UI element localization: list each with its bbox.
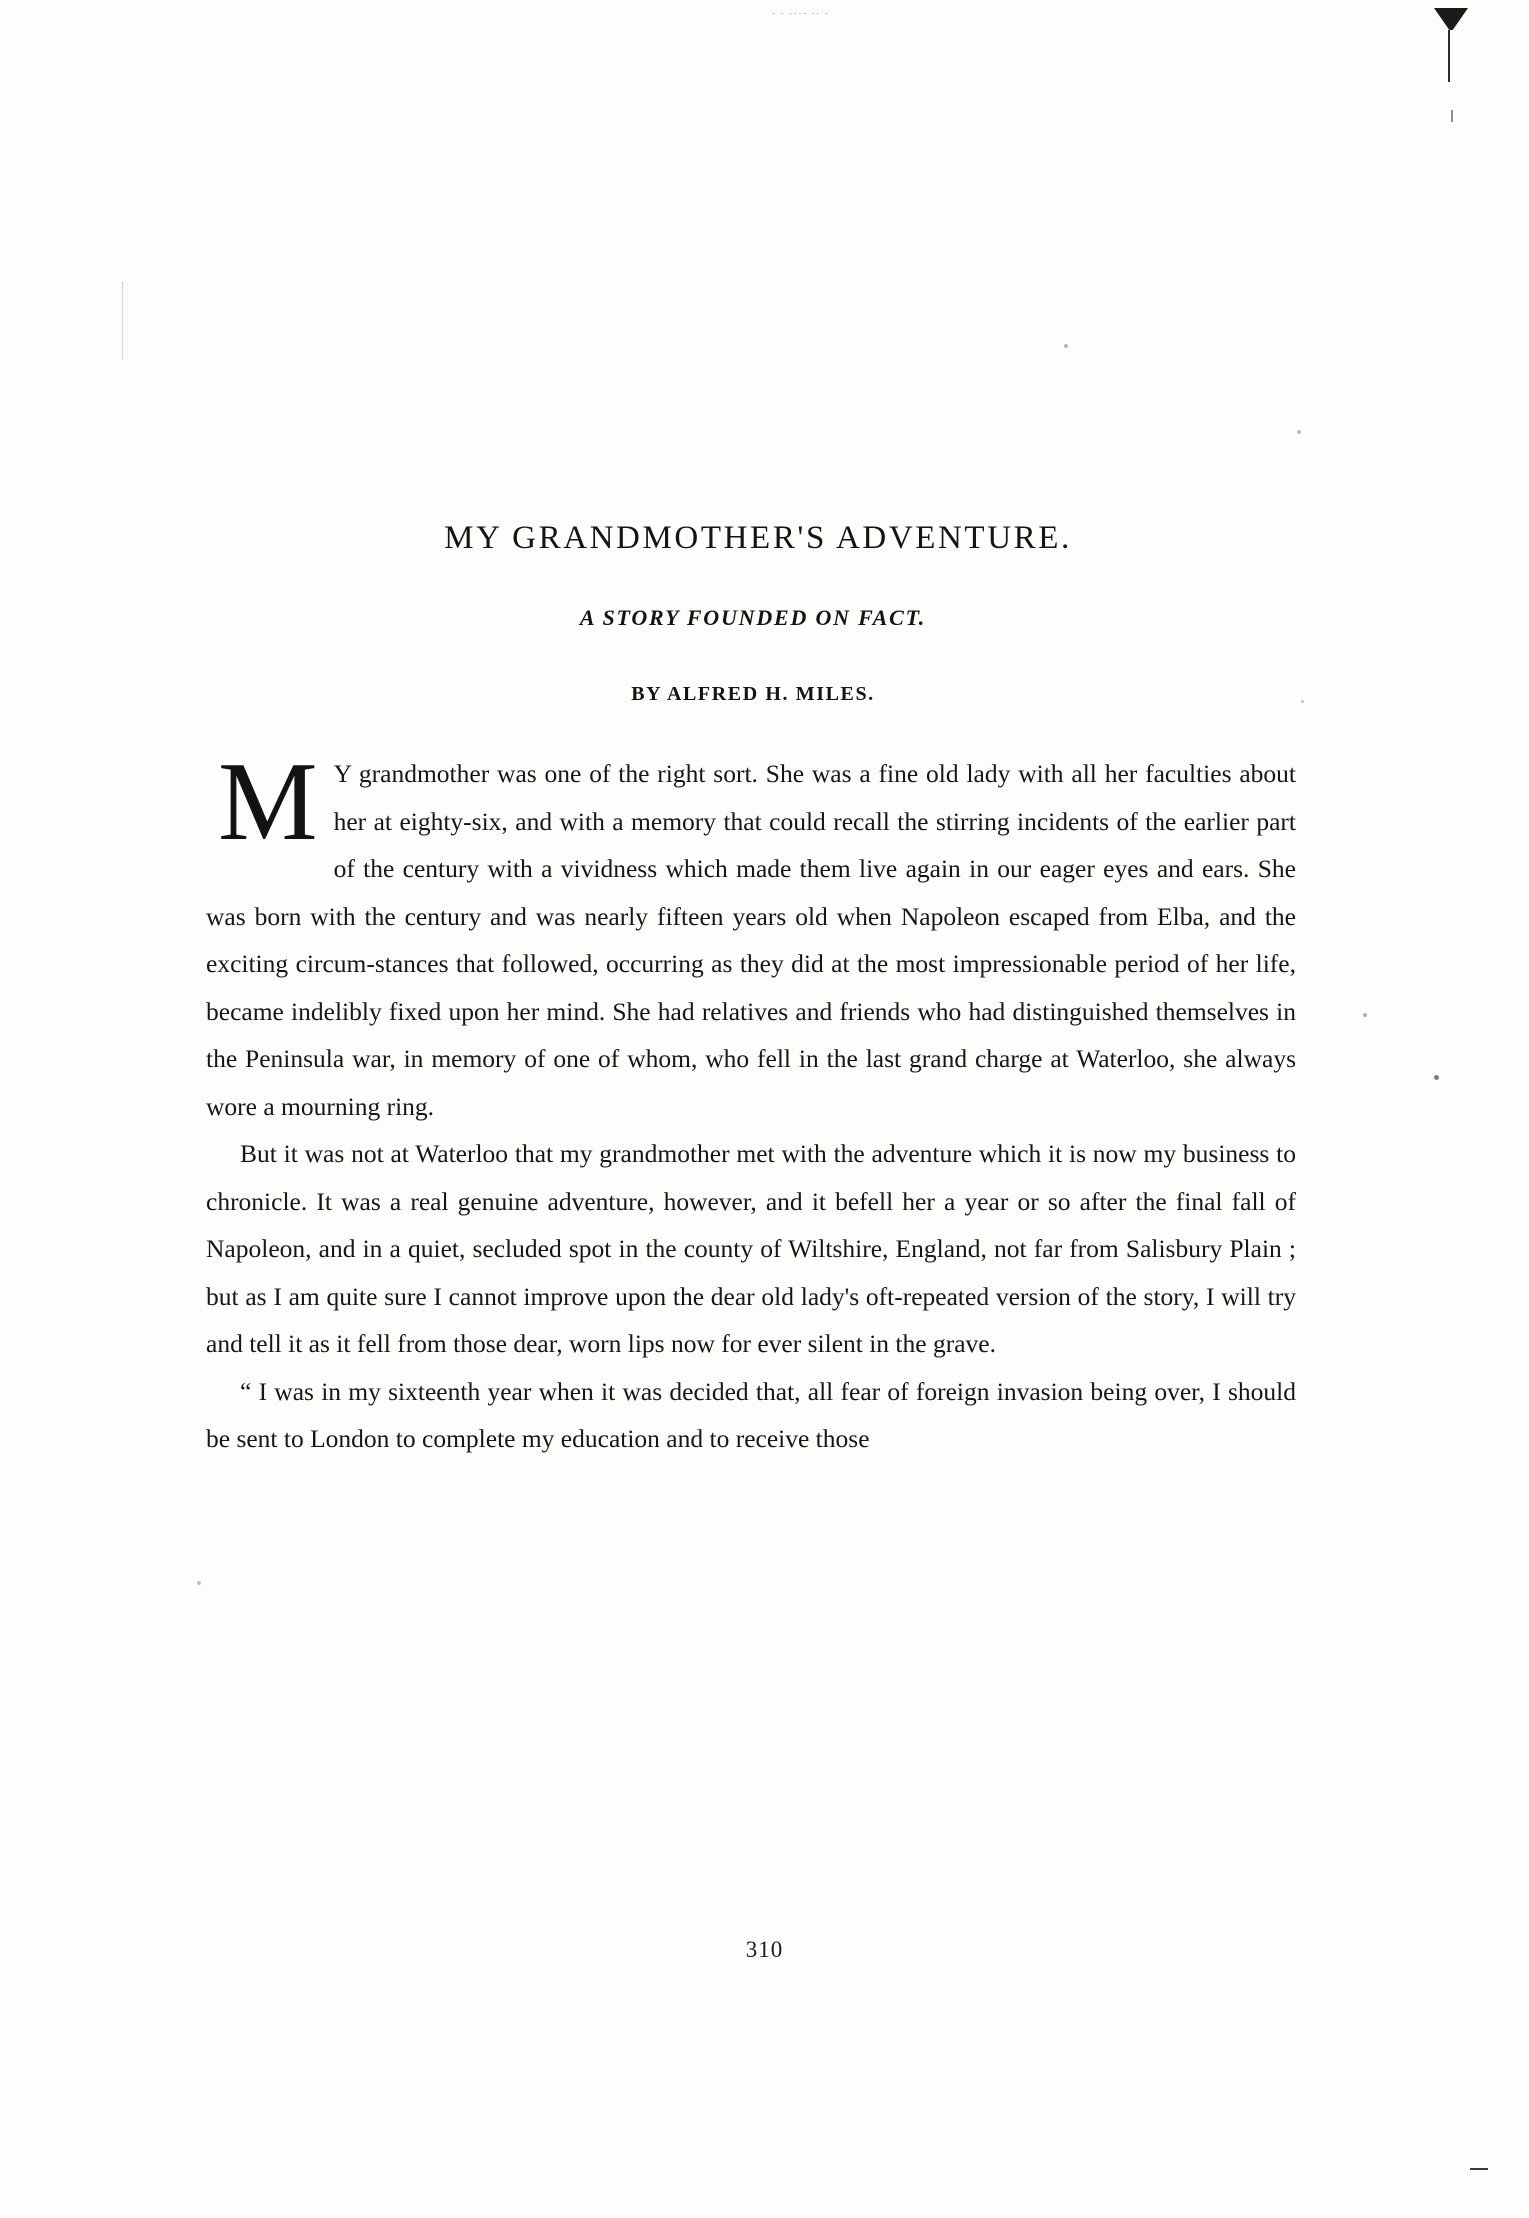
paragraph: But it was not at Waterloo that my grandmother met with the adventure which it is now my business to chronicle. It was a real genuine adventure, however, and it befell her a year or so after the final fall of Napoleon, and in a quiet, secluded spot in the county of Wiltshire, England, not far from Salisbury Plain ; but as I am quite sure I cannot improve upon the dear old lady's oft-repeated version of the story, I will try and tell it as it fell from those dear, worn lips now for ever silent in the grave. xyxy=(206,1139,1296,1358)
page-subtitle: A STORY FOUNDED ON FACT. xyxy=(579,605,927,630)
drop-cap: M xyxy=(218,740,318,864)
page-number: 310 xyxy=(745,1937,784,1962)
speck-a-icon xyxy=(1064,344,1068,348)
page-title: MY GRANDMOTHER'S ADVENTURE. xyxy=(444,520,1072,556)
byline: BY ALFRED H. MILES. xyxy=(631,683,875,705)
ink-stroke-top-right-icon xyxy=(1448,30,1450,82)
speck-b-icon xyxy=(1297,430,1301,434)
speck-f-icon xyxy=(197,1581,201,1585)
paragraph-text: Y grandmother was one of the right sort. She was a fine old lady with all her faculties about her at eighty-six, and with a memory that could recall the stirring incidents of the earlier part of the century with a vividness which made them live again in our eager eyes and ears. She was born with the century and was nearly fifteen years old when Napoleon escaped from Elba, and the exciting circum-stances that followed, occurring as they did at the most impressionable period of her life, became indelibly fixed upon her mind. She had relatives and friends who had distinguished themselves in the Peninsula war, in memory of one of whom, who fell in the last grand charge at Waterloo, she always wore a mourning ring. xyxy=(206,759,1296,1121)
speck-e-icon xyxy=(1434,1075,1439,1080)
speck-d-icon xyxy=(1363,1013,1367,1017)
page-content xyxy=(206,520,1296,1463)
scan-smudge-top-icon: · · ···· ·· · xyxy=(772,8,829,20)
speck-c-icon xyxy=(1301,700,1304,703)
ink-dot-icon xyxy=(1451,110,1453,122)
body-text xyxy=(206,740,1296,1463)
edge-mark-bottom-right-icon xyxy=(1470,2168,1488,2170)
ink-blot-top-right-icon xyxy=(1434,8,1468,30)
scan-edge-mark-left-icon xyxy=(122,282,126,360)
paragraph xyxy=(206,740,1296,1130)
paragraph: “ I was in my sixteenth year when it was decided that, all fear of foreign invasion being over, I should be sent to London to complete my education and to receive those xyxy=(206,1376,1296,1453)
